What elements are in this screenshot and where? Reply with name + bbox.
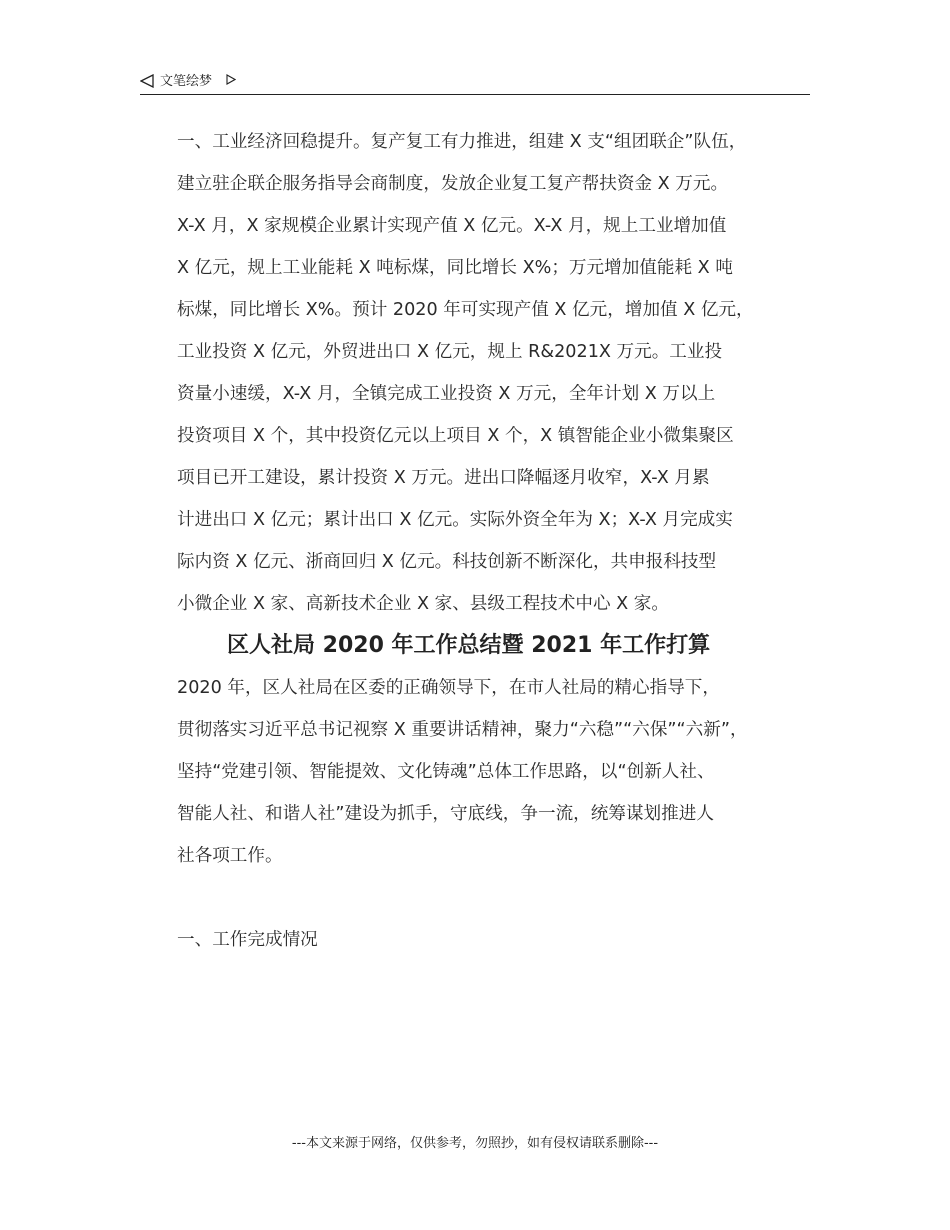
text-line: 小微企业 X 家、高新技术企业 X 家、县级工程技术中心 X 家。 <box>177 594 669 614</box>
text-line: 工业投资 X 亿元，外贸进出口 X 亿元，规上 R&2021X 万元。工业投 <box>177 342 723 362</box>
section-heading: 一、工作完成情况 <box>177 930 318 950</box>
text-line: 智能人社、和谐人社”建设为抓手，守底线，争一流，统筹谋划推进人 <box>177 804 714 824</box>
text-line: 标煤，同比增长 X%。预计 2020 年可实现产值 X 亿元，增加值 X 亿元， <box>177 300 754 320</box>
text-line: 2020 年，区人社局在区委的正确领导下，在市人社局的精心指导下， <box>177 678 720 698</box>
text-line: 资量小速缓，X-X 月，全镇完成工业投资 X 万元，全年计划 X 万以上 <box>177 384 716 404</box>
header-brand: 文笔绘梦 <box>160 74 213 89</box>
text-line: 建立驻企联企服务指导会商制度，发放企业复工复产帮扶资金 X 万元。 <box>177 174 729 194</box>
text-line: X 亿元，规上工业能耗 X 吨标煤，同比增长 X%；万元增加值能耗 X 吨 <box>177 258 733 278</box>
page-footer: ---本文来源于网络，仅供参考，勿照抄，如有侵权请联系删除--- <box>291 1136 659 1151</box>
text-line: 一、工业经济回稳提升。复产复工有力推进，组建 X 支“组团联企”队伍， <box>177 132 747 152</box>
right-triangle-icon <box>226 74 236 85</box>
document-title: 区人社局 2020 年工作总结暨 2021 年工作打算 <box>227 633 711 658</box>
text-line: 计进出口 X 亿元；累计出口 X 亿元。实际外资全年为 X；X-X 月完成实 <box>177 510 733 530</box>
text-line: 坚持“党建引领、智能提效、文化铸魂”总体工作思路，以“创新人社、 <box>177 762 715 782</box>
page-header <box>140 71 810 95</box>
text-line: 际内资 X 亿元、浙商回归 X 亿元。科技创新不断深化，共申报科技型 <box>177 552 717 572</box>
text-line: 社各项工作。 <box>177 846 283 866</box>
document-body <box>177 121 797 961</box>
paragraph-industrial-economy <box>177 121 797 625</box>
text-line: 项目已开工建设，累计投资 X 万元。进出口降幅逐月收窄，X-X 月累 <box>177 468 710 488</box>
left-triangle-icon <box>140 74 155 88</box>
text-line: X-X 月，X 家规模企业累计实现产值 X 亿元。X-X 月，规上工业增加值 <box>177 216 727 236</box>
text-line: 投资项目 X 个，其中投资亿元以上项目 X 个，X 镇智能企业小微集聚区 <box>177 426 734 446</box>
text-line: 贯彻落实习近平总书记视察 X 重要讲话精神，聚力“六稳”“六保”“六新”， <box>177 720 748 740</box>
paragraph-intro <box>177 667 797 877</box>
